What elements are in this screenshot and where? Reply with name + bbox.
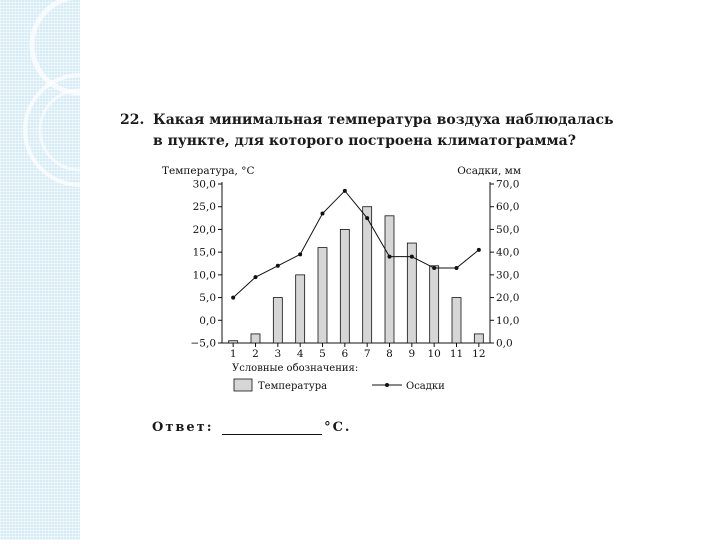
x-tick-label: 8 (386, 348, 393, 360)
left-tick-label: 20,0 (192, 223, 216, 236)
left-tick-label: 5,0 (199, 292, 216, 305)
left-tick-label: 10,0 (192, 269, 216, 282)
decorative-side-strip (0, 0, 80, 540)
answer-unit: °С. (324, 420, 352, 435)
temperature-bar (452, 298, 461, 343)
x-tick-label: 3 (274, 348, 282, 360)
precipitation-point (276, 264, 280, 268)
question-line-1: Какая минимальная температура воздуха наблюдалась (153, 112, 614, 128)
temperature-bar (296, 275, 305, 343)
answer-input-blank[interactable] (222, 420, 322, 435)
precipitation-point (432, 266, 436, 270)
legend-title: Условные обозначения: (232, 363, 359, 374)
legend-swatch-temperature (234, 379, 252, 391)
question-line-2: в пункте, для которого построена климатограмма? (153, 133, 576, 149)
right-tick-label: 50,0 (496, 223, 520, 236)
temperature-bar (430, 266, 439, 343)
precipitation-line (231, 189, 481, 300)
temperature-bar (474, 334, 483, 343)
x-tick-label: 11 (449, 348, 464, 360)
left-axis-label: Температура, °С (162, 165, 255, 177)
legend-swatch-dot (385, 383, 389, 387)
right-tick-label: 60,0 (496, 201, 520, 214)
temperature-bar (229, 341, 238, 343)
left-tick-label: 30,0 (192, 178, 216, 191)
x-tick-label: 4 (296, 348, 304, 360)
x-tick-label: 2 (252, 348, 259, 360)
left-tick-label: 0,0 (199, 314, 216, 327)
answer-label: Ответ: (152, 420, 214, 435)
legend-label-temperature: Температура (258, 381, 328, 392)
precipitation-point (343, 189, 347, 193)
axis-tick-labels (191, 179, 520, 361)
answer-line (152, 420, 351, 435)
precipitation-point (410, 255, 414, 259)
temperature-bar (251, 334, 260, 343)
right-tick-label: 40,0 (496, 246, 520, 259)
right-tick-label: 10,0 (496, 314, 520, 327)
left-tick-label: 15,0 (192, 246, 216, 259)
precipitation-polyline (233, 191, 479, 298)
x-tick-label: 1 (229, 348, 237, 360)
x-tick-label: 9 (408, 348, 416, 360)
right-tick-label: 0,0 (496, 337, 513, 350)
precipitation-point (388, 255, 392, 259)
climatogram-chart (150, 160, 550, 410)
temperature-bar (385, 216, 394, 343)
legend-label-precipitation: Осадки (406, 381, 445, 392)
precipitation-point (321, 212, 325, 216)
question-text (120, 110, 640, 152)
x-tick-label: 7 (363, 348, 371, 360)
temperature-bar (318, 248, 327, 343)
precipitation-point (298, 252, 302, 256)
x-tick-label: 12 (472, 348, 486, 360)
left-tick-label: 25,0 (192, 201, 216, 214)
precipitation-point (254, 275, 258, 279)
temperature-bars (229, 207, 484, 343)
temperature-bar (363, 207, 372, 343)
precipitation-point (477, 248, 481, 252)
temperature-bar (340, 229, 349, 343)
right-tick-label: 70,0 (496, 178, 520, 191)
x-tick-label: 10 (427, 348, 441, 360)
right-axis-label: Осадки, мм (457, 165, 521, 177)
x-tick-label: 5 (319, 348, 326, 360)
right-tick-label: 30,0 (496, 269, 520, 282)
precipitation-point (365, 216, 369, 220)
chart-legend (232, 363, 445, 392)
precipitation-point (231, 296, 235, 300)
left-tick-label: −5,0 (190, 337, 216, 350)
x-tick-label: 6 (341, 348, 349, 360)
precipitation-point (455, 266, 459, 270)
temperature-bar (273, 298, 282, 343)
decorative-circles (0, 0, 80, 540)
question-number: 22. (120, 112, 145, 128)
right-tick-label: 20,0 (496, 292, 520, 305)
